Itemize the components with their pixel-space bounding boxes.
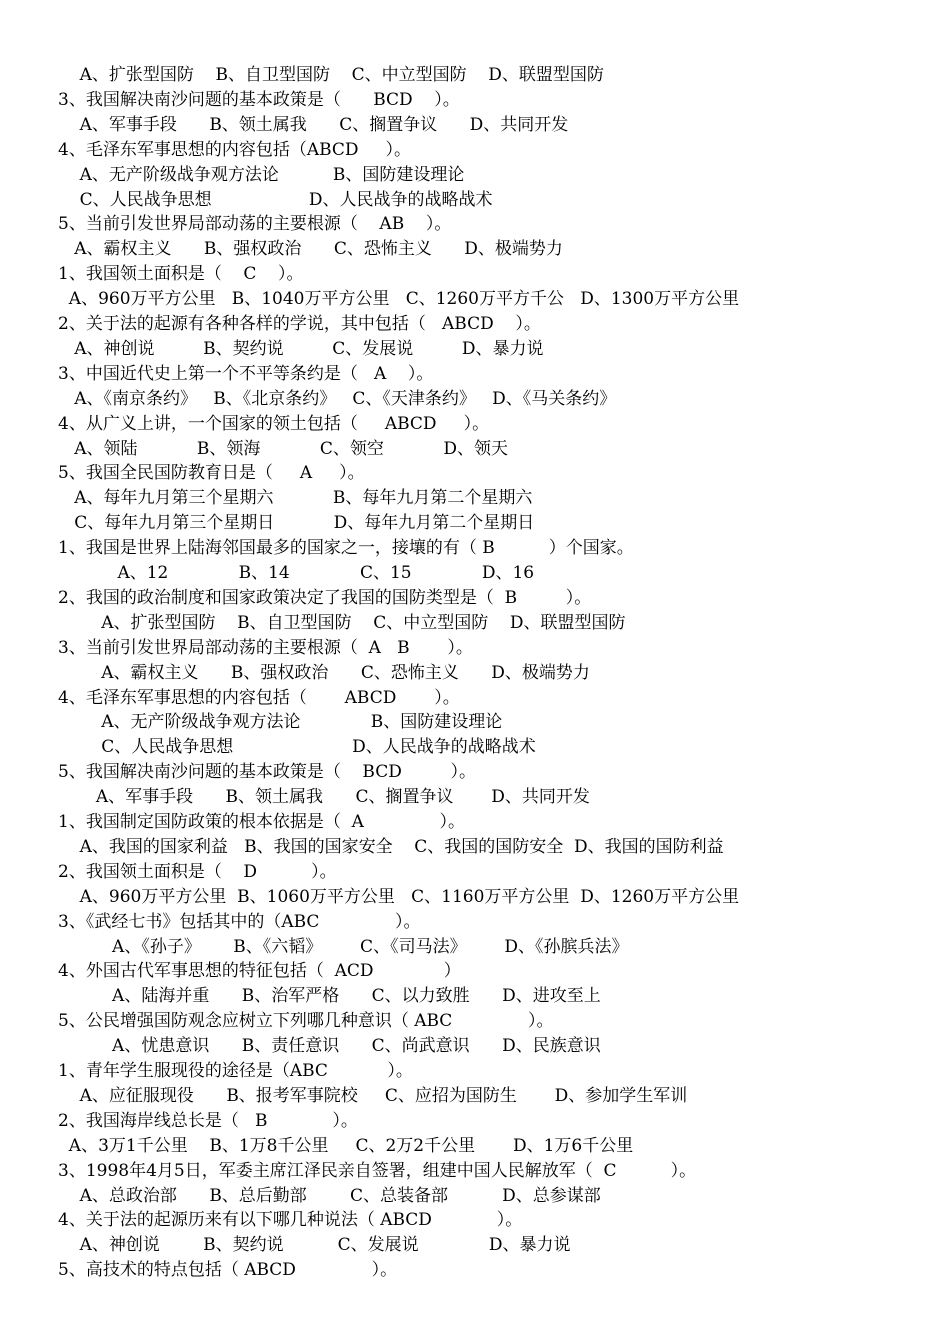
text-line: A、霸权主义 B、强权政治 C、恐怖主义 D、极端势力 [58, 662, 590, 683]
text-line: A、总政治部 B、总后勤部 C、总装备部 D、总参谋部 [58, 1185, 601, 1206]
text-line: A、领陆 B、领海 C、领空 D、领天 [58, 438, 508, 459]
text-line: A、960万平方公里 B、1060万平方公里 C、1160万平方公里 D、1260万平方公里 [58, 886, 740, 907]
text-line: 5、当前引发世界局部动荡的主要根源（ AB ）。 [58, 214, 452, 235]
text-line: 3、《武经七书》包括其中的（ABC ）。 [58, 911, 421, 932]
text-line: 4、毛泽东军事思想的内容包括（ ABCD ）。 [58, 687, 460, 708]
text-line: 2、我国领土面积是（ D ）。 [58, 861, 337, 882]
text-line: A、无产阶级战争观方法论 B、国防建设理论 [58, 712, 503, 733]
text-line: A、军事手段 B、领土属我 C、搁置争议 D、共同开发 [58, 114, 569, 135]
text-line: 1、我国制定国防政策的根本依据是（ A ）。 [58, 812, 466, 832]
text-line: 4、从广义上讲，一个国家的领土包括（ ABCD ）。 [58, 413, 490, 434]
text-line: A、我国的国家利益 B、我国的国家安全 C、我国的国防安全 D、我国的国防利益 [58, 836, 724, 857]
text-line: A、陆海并重 B、治军严格 C、以力致胜 D、进攻至上 [58, 986, 601, 1007]
text-line: A、神创说 B、契约说 C、发展说 D、暴力说 [58, 338, 544, 359]
text-line: A、神创说 B、契约说 C、发展说 D、暴力说 [58, 1235, 571, 1256]
text-line: A、960万平方公里 B、1040万平方公里 C、1260万平方千公 D、1300万平方公里 [58, 289, 740, 310]
text-line: 5、公民增强国防观念应树立下列哪几种意识（ ABC ）。 [58, 1011, 554, 1032]
text-line: 2、关于法的起源有各种各样的学说，其中包括（ ABCD ）。 [58, 314, 541, 334]
text-line: A、扩张型国防 B、自卫型国防 C、中立型国防 D、联盟型国防 [58, 65, 604, 85]
text-line: 2、我国的政治制度和国家政策决定了我国的国防类型是（ B ）。 [58, 587, 592, 608]
text-line: 5、高技术的特点包括（ ABCD ）。 [58, 1260, 398, 1281]
text-line: 1、我国领土面积是（ C ）。 [58, 264, 304, 285]
text-line: C、人民战争思想 D、人民战争的战略战术 [58, 189, 493, 210]
text-line: A、应征服现役 B、报考军事院校 C、应招为国防生 D、参加学生军训 [58, 1085, 688, 1106]
text-line: A、无产阶级战争观方法论 B、国防建设理论 [58, 164, 465, 185]
text-line: A、军事手段 B、领土属我 C、搁置争议 D、共同开发 [58, 787, 590, 808]
text-line: 5、我国全民国防教育日是（ A ）。 [58, 463, 365, 484]
text-line: A、扩张型国防 B、自卫型国防 C、中立型国防 D、联盟型国防 [58, 612, 626, 633]
text-line: 1、我国是世界上陆海邻国最多的国家之一，接壤的有（ B ）个国家。 [58, 538, 634, 559]
text-line: 3、1998年4月5日，军委主席江泽民亲自签署，组建中国人民解放军（ C ）。 [58, 1160, 697, 1181]
text-line: 2、我国海岸线总长是（ B ）。 [58, 1110, 358, 1131]
text-line: 1、青年学生服现役的途径是（ABC ）。 [58, 1061, 413, 1081]
text-line: A、3万1千公里 B、1万8千公里 C、2万2千公里 D、1万6千公里 [58, 1135, 634, 1156]
text-line: 4、关于法的起源历来有以下哪几种说法（ ABCD ）。 [58, 1210, 523, 1231]
text-line: A、霸权主义 B、强权政治 C、恐怖主义 D、极端势力 [58, 239, 563, 260]
text-line: 4、毛泽东军事思想的内容包括（ABCD ）。 [58, 139, 412, 160]
text-line: 3、中国近代史上第一个不平等条约是（ A ）。 [58, 363, 434, 384]
text-line: C、人民战争思想 D、人民战争的战略战术 [58, 737, 536, 758]
text-line: A、忧患意识 B、责任意识 C、尚武意识 D、民族意识 [58, 1036, 601, 1057]
text-line: 4、外国古代军事思想的特征包括（ ACD ） [58, 961, 461, 982]
text-line: A、《南京条约》 B、《北京条约》 C、《天津条约》 D、《马关条约》 [58, 388, 617, 409]
text-line: A、12 B、14 C、15 D、16 [58, 563, 535, 583]
text-line: A、《孙子》 B、《六韬》 C、《司马法》 D、《孙膑兵法》 [58, 936, 629, 957]
text-line: 3、当前引发世界局部动荡的主要根源（ A B ）。 [58, 637, 473, 658]
text-line: C、每年九月第三个星期日 D、每年九月第二个星期日 [58, 513, 535, 534]
text-line: 3、我国解决南沙问题的基本政策是（ BCD ）。 [58, 89, 460, 110]
text-line: 5、我国解决南沙问题的基本政策是（ BCD ）。 [58, 762, 477, 783]
text-line: A、每年九月第三个星期六 B、每年九月第二个星期六 [58, 488, 533, 509]
